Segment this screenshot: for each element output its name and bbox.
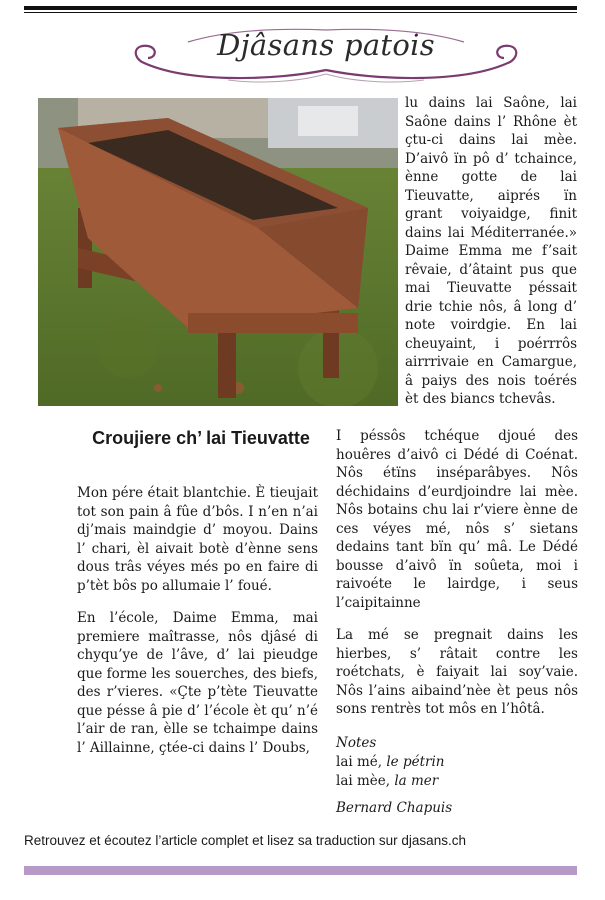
note-term: lai mé, bbox=[336, 754, 383, 770]
note-definition: la mer bbox=[394, 773, 439, 789]
note-item bbox=[336, 753, 578, 772]
article-right-column bbox=[336, 427, 578, 733]
intro-continued-text: lu dains lai Saône, lai Saône dains l’ Rhône èt çtu-ci dains lai mèe. D’aivô ïn pô d’ tchaince, ènne gotte de lai Tieuvatte, aiprés ïn grant voiyaidge, finit dains lai Méditerranée.» Daime Emma me f’sait rêvaie, d’âtaint pus que mai Tieuvatte péssait drie tchie nôs, â long d’ note voirdgie. En lai cheuyaint, i poérrrôs airrrivaie en Camargue, â paiys des nois toérés èt des biancs tchevâs. bbox=[405, 95, 577, 407]
kneading-trough-image bbox=[38, 98, 398, 406]
bottom-accent-bar bbox=[24, 866, 577, 875]
top-rule bbox=[24, 6, 577, 10]
section-banner bbox=[128, 22, 524, 88]
banner-title: Djâsans patois bbox=[217, 28, 435, 62]
article-photo bbox=[38, 98, 398, 406]
footer-text: Retrouvez et écoutez l’article complet et lisez sa traduction sur djasans.ch bbox=[24, 833, 466, 848]
author-name: Bernard Chapuis bbox=[336, 800, 453, 816]
notes-box bbox=[336, 734, 578, 791]
top-rule-thin bbox=[24, 12, 577, 13]
paragraph: Mon pére était blantchie. È tieujait tot son pain â fûe d’bôs. I n’en n’ai dj’mais maindgie d’ moyou. Dains l’ chari, èl aivait botè d’ènne sens dous trâs véyes més po en faire di p’tèt bôs po allumaie l’ foué. bbox=[77, 485, 318, 594]
paragraph: La mé se pregnait dains les hierbes, s’ râtait contre les roétchats, è faiyait lai soy’vaie. Nôs l’ains aibaind’nèe èt peus nôs sons rentrès tot môs en l’hôtâ. bbox=[336, 627, 578, 717]
notes-heading: Notes bbox=[336, 735, 377, 751]
article-left-column bbox=[77, 484, 318, 771]
note-term: lai mèe, bbox=[336, 773, 391, 789]
note-item bbox=[336, 772, 578, 791]
note-definition: le pétrin bbox=[386, 754, 445, 770]
article-title: Croujiere ch’ lai Tieuvatte bbox=[92, 428, 310, 448]
paragraph: I péssôs tchéque djoué des houêres d’aivô ci Dédé di Coénat. Nôs étïns inséparâbyes. Nôs déchidains d’eurdjoindre lai mèe. Nôs botains chu lai r’viere ènne de ces véyes mé, nôs s’ sietans dedains tant bïn qu’ mâ. Le Dédé bousse d’aivô ïn soûeta, moi i raivoéte le lairdge, i seus l’caipitainne bbox=[336, 428, 578, 611]
paragraph: En l’école, Daime Emma, mai premiere maîtrasse, nôs djâsé di chyqu’ye de l’âve, d’ lai pieudge que forme les souerches, des biefs, des r’vieres. «Çte p’tète Tieuvatte que pésse â pie d’ l’école èt qu’ n’é l’air de ran, èlle se tchaimpe dains l’ Aillainne, çtée-ci dains l’ Doubs, bbox=[77, 610, 318, 756]
